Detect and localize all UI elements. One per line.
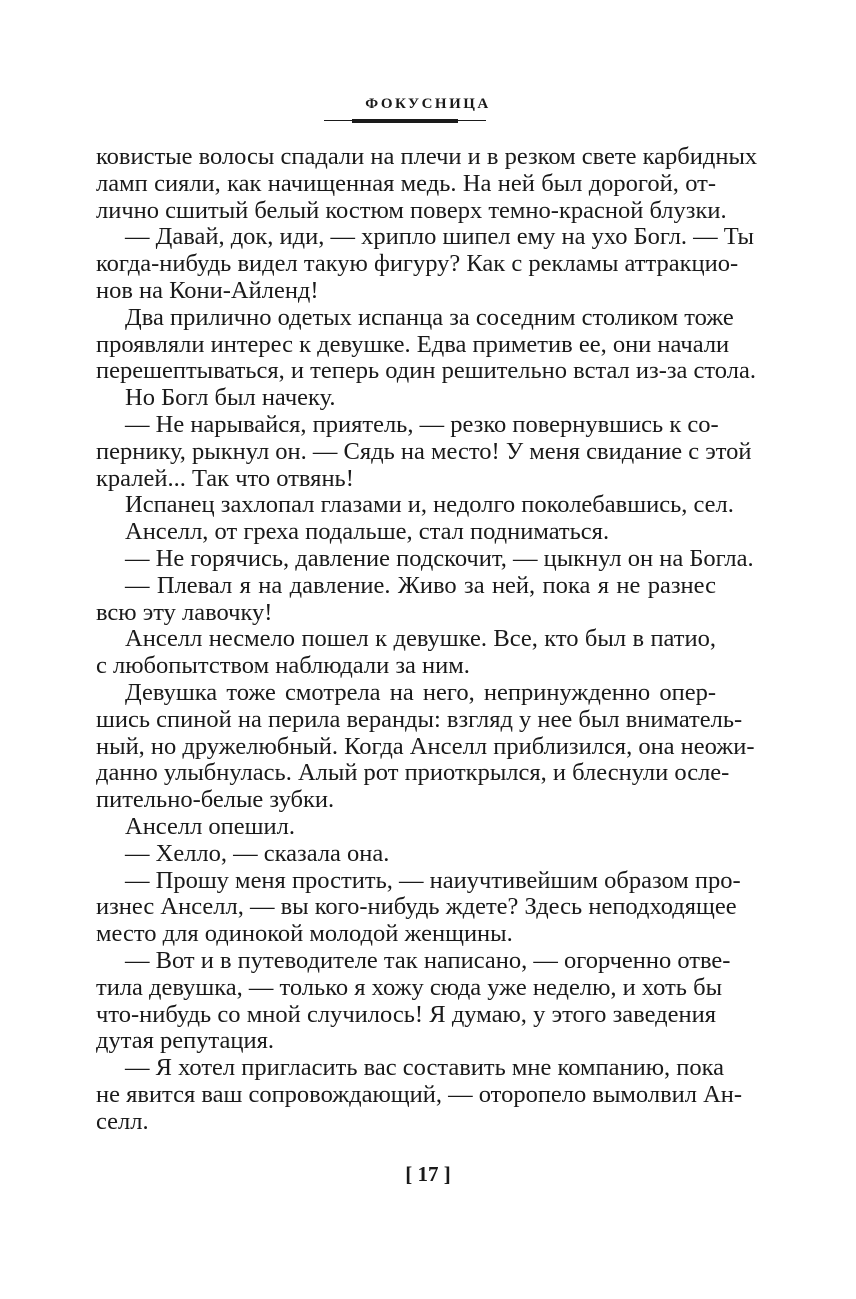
text-line: лично сшитый белый костюм поверх темно-красной блузки. (96, 196, 727, 224)
paragraph (96, 385, 716, 412)
running-head: ФОКУСНИЦА (365, 96, 491, 112)
text-line: шись спиной на перила веранды: взгляд у нее был вниматель- (96, 705, 743, 733)
paragraph (96, 491, 734, 519)
text-line: перешептываться, и теперь один решительно встал из-за стола. (96, 357, 756, 385)
header-rule-bar (352, 119, 458, 123)
text-line: кралей... Так что отвянь! (96, 464, 354, 492)
text-line: всю эту лавочку! (96, 598, 273, 626)
paragraph (96, 303, 756, 385)
paragraph (96, 1054, 743, 1135)
text-line: — Вот и в путеводителе так написано, — огорченно отве- (125, 946, 731, 974)
text-line: Девушка тоже смотрела на него, непринужденно опер- (125, 678, 716, 706)
text-line: Испанец захлопал глазами и, недолго поколебавшись, сел. (125, 491, 734, 519)
text-line: с любопытством наблюдали за ним. (96, 652, 470, 680)
text-line: — Плевал я на давление. Живо за ней, пока я не разнес (125, 571, 716, 599)
text-line: Анселл, от греха подальше, стал подниматься. (125, 518, 610, 546)
paragraph (96, 626, 716, 680)
text-line: Анселл опешил. (125, 812, 295, 840)
text-line: ламп сияли, как начищенная медь. На ней был дорогой, от- (96, 169, 716, 197)
paragraph (96, 866, 741, 948)
text-line: — Давай, док, иди, — хрипло шипел ему на ухо Богл. — Ты (125, 223, 754, 251)
paragraph (96, 143, 758, 224)
text-line: — Хелло, — сказала она. (125, 839, 390, 867)
paragraph (96, 814, 716, 841)
body-text (96, 143, 758, 1135)
text-line: не явится ваш сопровождающий, — оторопело вымолвил Ан- (96, 1080, 743, 1108)
paragraph (96, 410, 752, 492)
text-line: пернику, рыкнул он. — Сядь на место! У меня свидание с этой (96, 437, 752, 465)
text-line: проявляли интерес к девушке. Едва приметив ее, они начали (96, 330, 730, 358)
paragraph (96, 223, 754, 304)
text-line: нов на Кони-Айленд! (96, 276, 319, 304)
text-line: дутая репутация. (96, 1027, 274, 1055)
text-line: — Не нарывайся, приятель, — резко повернувшись к со- (125, 410, 719, 438)
text-line: тила девушка, — только я хожу сюда уже неделю, и хоть бы (96, 973, 723, 1001)
paragraph (96, 544, 754, 573)
text-line: Два прилично одетых испанца за соседним столиком тоже (125, 303, 734, 331)
text-line: — Я хотел пригласить вас составить мне компанию, пока (125, 1054, 725, 1082)
text-line: когда-нибудь видел такую фигуру? Как с рекламы аттракцио- (96, 250, 739, 278)
page-number: [ 17 ] (405, 1162, 451, 1186)
paragraph (96, 678, 755, 814)
paragraph (96, 573, 716, 627)
text-line: — Не горячись, давление подскочит, — цыкнул он на Богла. (125, 544, 754, 572)
text-line: изнес Анселл, — вы кого-нибудь ждете? Здесь неподходящее (96, 893, 737, 921)
text-line: Анселл несмело пошел к девушке. Все, кто был в патио, (125, 625, 716, 653)
paragraph (96, 519, 716, 546)
text-line: пительно-белые зубки. (96, 786, 335, 814)
text-line: Но Богл был начеку. (125, 384, 336, 412)
paragraph (96, 841, 716, 868)
text-line: что-нибудь со мной случилось! Я думаю, у этого заведения (96, 1000, 716, 1028)
text-line: ный, но дружелюбный. Когда Анселл приблизился, она неожи- (96, 732, 755, 760)
text-line: место для одинокой молодой женщины. (96, 920, 513, 948)
text-line: ковистые волосы спадали на плечи и в резком свете карбидных (96, 143, 758, 170)
text-line: данно улыбнулась. Алый рот приоткрылся, и блеснули осле- (96, 759, 730, 787)
paragraph (96, 946, 731, 1055)
text-line: селл. (96, 1107, 149, 1135)
text-line: — Прошу меня простить, — наиучтивейшим образом про- (125, 866, 741, 894)
